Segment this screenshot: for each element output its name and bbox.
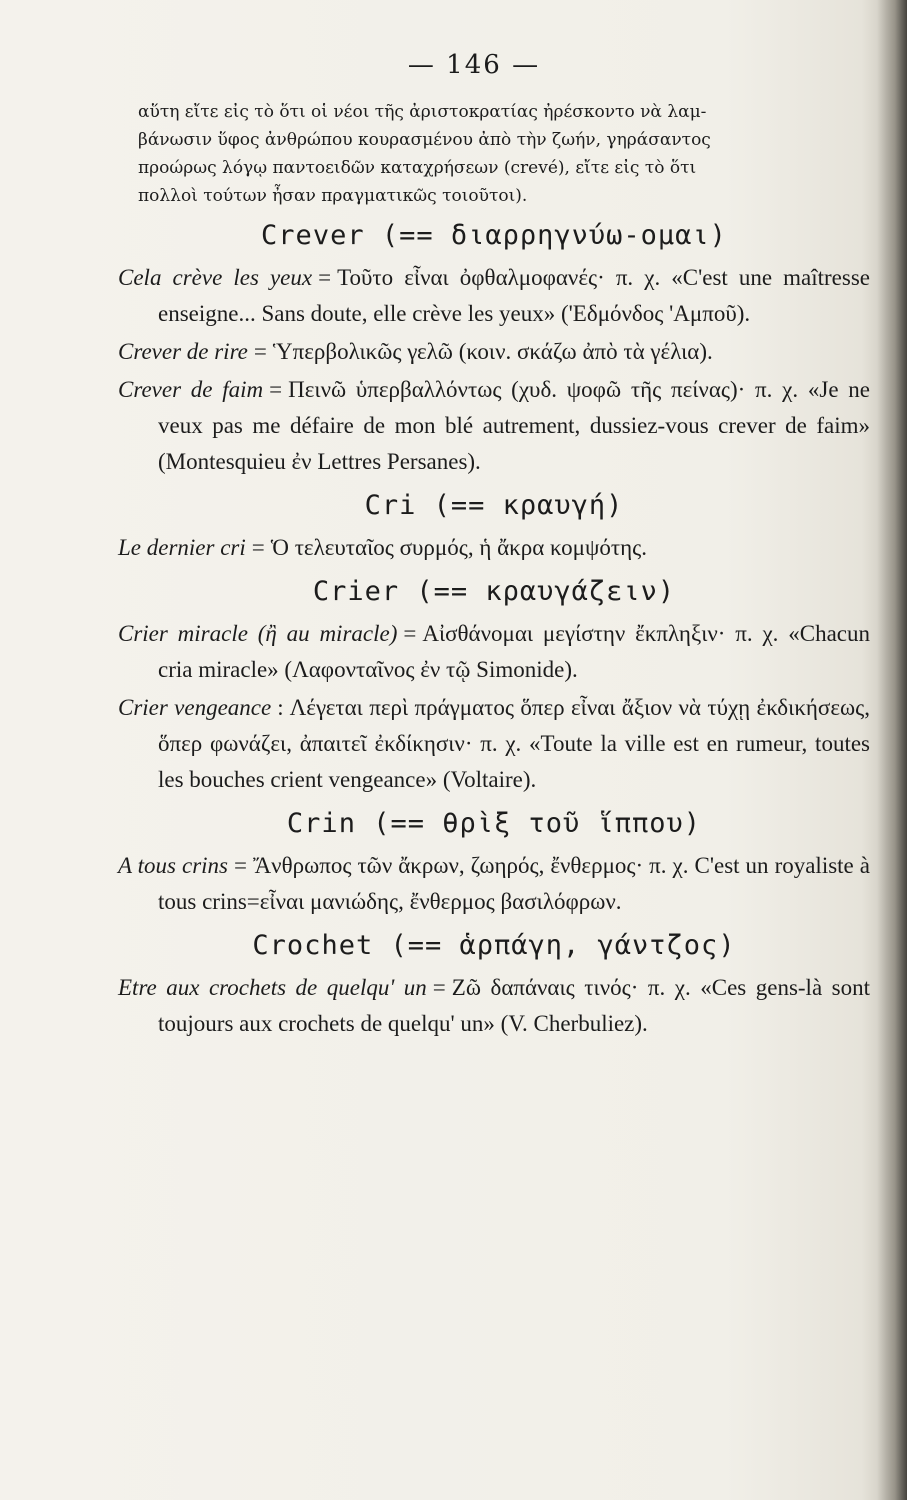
entry-item: Etre aux crochets de quelqu' un = Ζῶ δαπάναις τινός· π. χ. «Ces gens-là sont toujours aux crochets de quelqu' un» (V. Cherbuliez). — [118, 975, 870, 1036]
entry-crever — [118, 214, 870, 480]
definition: Λέγεται περὶ πράγματος ὅπερ εἶναι ἄξιον νὰ τύχῃ ἐκδικήσεως, ὅπερ φωνάζει, ἀπαιτεῖ ἐκδίκησιν· π. χ. «Toute la ville est en rumeur, toutes les bouches crient vengeance» (Voltaire). — [158, 695, 870, 792]
entry-item: Crever de faim = Πεινῶ ὑπερβαλλόντως (χυδ. ψοφῶ τῆς πείνας)· π. χ. «Je ne veux pas me défaire de mon blé autrement, dussiez-vous crever de faim» (Montesquieu ἐν Lettres Persanes). — [118, 377, 870, 474]
headword: Crin (== θρὶξ τοῦ ἵππου) — [286, 808, 702, 839]
intro-line: πολλοὶ τούτων ἦσαν πραγματικῶς τοιοῦτοι). — [138, 186, 528, 206]
definition: Αἰσθάνομαι μεγίστην ἔκπληξιν· π. χ. «Chacun cria miracle» (Λαφονταῖνος ἐν τῷ Simonide). — [158, 621, 870, 682]
intro-line: αὕτη εἴτε εἰς τὸ ὅτι οἱ νέοι τῆς ἀριστοκρατίας ἠρέσκοντο νὰ λαμ- — [138, 102, 707, 122]
phrase: A tous crins — [118, 853, 228, 878]
entry-item: Crever de rire = Ὑπερβολικῶς γελῶ (κοιν. σκάζω ἀπὸ τὰ γέλια). — [118, 339, 713, 364]
entry-crier — [118, 570, 870, 798]
phrase: Crever de faim — [118, 377, 264, 402]
entry-item: Crier vengeance : Λέγεται περὶ πράγματος ὅπερ εἶναι ἄξιον νὰ τύχῃ ἐκδικήσεως, ὅπερ φωνάζει, ἀπαιτεῖ ἐκδίκησιν· π. χ. «Toute la ville est en rumeur, toutes les bouches crient vengeance» (Voltaire). — [118, 695, 870, 792]
definition: Τοῦτο εἶναι ὀφθαλμοφανές· π. χ. «C'est une maîtresse enseigne... Sans doute, elle crève les yeux» ('Εδμόνδος 'Αμποῦ). — [158, 265, 870, 326]
headword: Crochet (== ἁρπάγη, γάντζος) — [252, 930, 736, 961]
intro-line: προώρως λόγῳ παντοειδῶν καταχρήσεων (crevé), εἴτε εἰς τὸ ὅτι — [138, 158, 697, 178]
phrase: Crier vengeance — [118, 695, 272, 720]
intro-line: βάνωσιν ὕφος ἀνθρώπου κουρασμένου ἀπὸ τὴν ζωήν, γηράσαντος — [138, 130, 711, 150]
phrase: Crier miracle (ἢ au miracle) — [118, 621, 398, 646]
entry-item: A tous crins = Ἄνθρωπος τῶν ἄκρων, ζωηρός, ἔνθερμος· π. χ. C'est un royaliste à tous crins=εἶναι μανιώδης, ἔνθερμος βασιλόφρων. — [118, 853, 870, 914]
book-binding-shadow — [877, 0, 907, 1500]
phrase: Le dernier cri — [118, 535, 246, 560]
phrase: Etre aux crochets de quelqu' un — [118, 975, 427, 1000]
intro-paragraph — [118, 98, 870, 210]
phrase: Crever de rire — [118, 339, 248, 364]
definition: Πεινῶ ὑπερβαλλόντως (χυδ. ψοφῶ τῆς πείνας)· π. χ. «Je ne veux pas me défaire de mon blé autrement, dussiez-vous crever de faim» (Montesquieu ἐν Lettres Persanes). — [158, 377, 870, 474]
page-content — [118, 50, 870, 1044]
entry-crochet — [118, 924, 870, 1042]
definition: Ζῶ δαπάναις τινός· π. χ. «Ces gens-là sont toujours aux crochets de quelqu' un» (V. Cherbuliez). — [158, 975, 870, 1036]
entry-item: Cela crève les yeux = Τοῦτο εἶναι ὀφθαλμοφανές· π. χ. «C'est une maîtresse enseigne... Sans doute, elle crève les yeux» ('Εδμόνδος 'Αμποῦ). — [118, 265, 870, 326]
phrase: Cela crève les yeux — [118, 265, 313, 290]
page-number: — 146 — — [407, 50, 541, 80]
definition: Ὑπερβολικῶς γελῶ (κοιν. σκάζω ἀπὸ τὰ γέλια). — [272, 339, 713, 364]
headword: Cri (== κραυγή) — [364, 490, 624, 521]
definition: Ἄνθρωπος τῶν ἄκρων, ζωηρός, ἔνθερμος· π. χ. C'est un royaliste à tous crins=εἶναι μανιώδης, ἔνθερμος βασιλόφρων. — [158, 853, 870, 914]
headword: Crever (== διαρρηγνύω-ομαι) — [261, 220, 727, 251]
entry-item: Le dernier cri = Ὁ τελευταῖος συρμός, ἡ ἄκρα κομψότης. — [118, 535, 647, 560]
definition: Ὁ τελευταῖος συρμός, ἡ ἄκρα κομψότης. — [270, 535, 647, 560]
entry-cri — [118, 484, 870, 566]
entry-crin — [118, 802, 870, 920]
headword: Crier (== κραυγάζειν) — [312, 576, 676, 607]
entry-item: Crier miracle (ἢ au miracle) = Αἰσθάνομαι μεγίστην ἔκπληξιν· π. χ. «Chacun cria miracle» (Λαφονταῖνος ἐν τῷ Simonide). — [118, 621, 870, 682]
